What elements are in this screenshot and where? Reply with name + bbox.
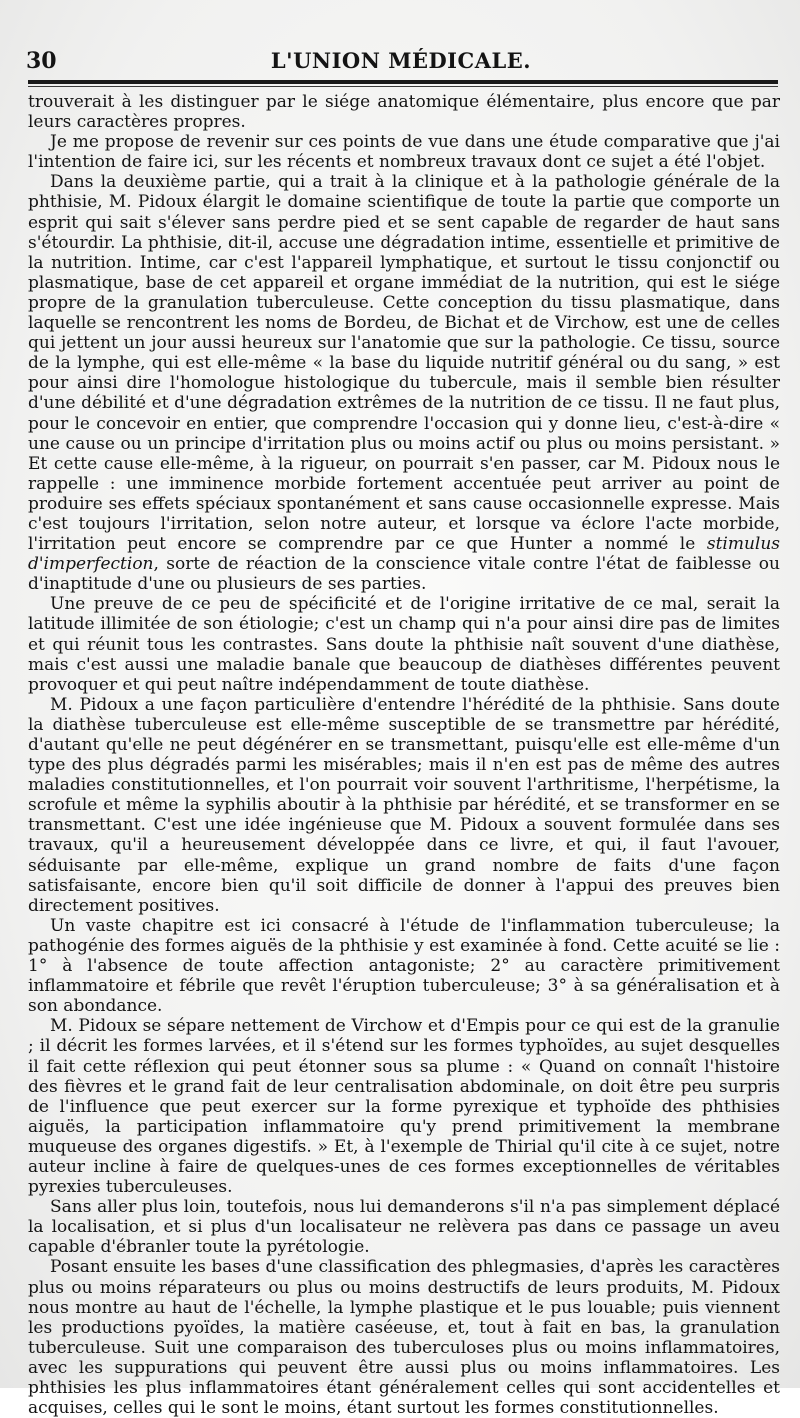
paragraph: M. Pidoux a une façon particulière d'entendre l'hérédité de la phthisie. Sans doute la diathèse tuberculeuse est elle-même susceptible de se transmettre par hérédité, d'autant qu'elle ne peut dégénérer en se transmettant, puisqu'elle est elle-même d'un type des plus dégradés parmi les misérables; mais il n'en est pas de même des autres maladies constitutionnelles, et l'on pourrait voir souvent l'arthritisme, l'herpétisme, la scrofule et même la syphilis aboutir à la phthisie par hérédité, et se transformer en se transmettant. C'est une idée ingénieuse que M. Pidoux a souvent formulée dans ses travaux, qu'il a heureusement développée dans ce livre, et qui, il faut l'avouer, séduisante par elle-même, explique un grand nombre de faits d'une façon satisfaisante, encore bien qu'il soit difficile de donner à l'appui des preuves bien directement positives.: [28, 694, 780, 916]
paragraph: Je me propose de revenir sur ces points de vue dans une étude comparative que j'ai l'intention de faire ici, sur les récents et nombreux travaux dont ce sujet a été l'objet.: [28, 132, 780, 173]
page-header: [26, 46, 776, 80]
paragraph: M. Pidoux se sépare nettement de Virchow et d'Empis pour ce qui est de la granulie ; il décrit les formes larvées, et il s'étend sur les formes typhoïdes, au sujet desquelles il fait cette réflexion qui peut étonner sous sa plume : « Quand on connaît l'histoire des fièvres et le grand fait de leur centralisation abdominale, on doit être peu surpris de l'influence que peut exercer sur la forme pyrexique et typhoïde des phthisies aiguës, la participation inflammatoire qu'y prend primitivement la membrane muqueuse des organes digestifs. » Et, à l'exemple de Thirial qu'il cite à ce sujet, notre auteur incline à faire de quelques-unes de ces formes exceptionnelles de véritables pyrexies tuberculeuses.: [28, 1016, 780, 1198]
page-number: 30: [26, 48, 57, 74]
paragraph: Posant ensuite les bases d'une classification des phlegmasies, d'après les caractères plus ou moins réparateurs ou plus ou moins destructifs de leurs produits, M. Pidoux nous montre au haut de l'échelle, la lymphe plastique et le pus louable; puis viennent les productions pyoïdes, la matière caséeuse, et, tout à fait en bas, la granulation tuberculeuse. Suit une comparaison des tuberculoses plus ou moins inflammatoires, avec les suppurations qui peuvent être aussi plus ou moins inflammatoires. Les phthisies les plus inflammatoires étant généralement celles qui sont accidentelles et acquises, celles qui le sont le moins, étant surtout les formes constitutionnelles.: [28, 1257, 780, 1418]
paragraph: Sans aller plus loin, toutefois, nous lui demanderons s'il n'a pas simplement déplacé la localisation, et si plus d'un localisateur ne relèvera pas dans ce passage un aveu capable d'ébranler toute la pyrétologie.: [28, 1197, 780, 1258]
header-rule-thin: [28, 86, 778, 87]
running-title: L'UNION MÉDICALE.: [270, 48, 532, 73]
paragraph: Un vaste chapitre est ici consacré à l'étude de l'inflammation tuberculeuse; la pathogénie des formes aiguës de la phthisie y est examinée à fond. Cette acuité se lie : 1° à l'absence de toute affection antagoniste; 2° au caractère primitivement inflammatoire et fébrile que revêt l'éruption tuberculeuse; 3° à sa généralisation et à son abondance.: [28, 915, 780, 1017]
paragraph: trouverait à les distinguer par le siége anatomique élémentaire, plus encore que par leurs caractères propres.: [28, 92, 780, 133]
paragraph-text-continued: , sorte de réaction de la conscience vitale contre l'état de faiblesse ou d'inaptitude d'une ou plusieurs de ses parties.: [28, 554, 780, 595]
paragraph: [28, 172, 780, 594]
emphasized-term: stimulus d'imperfection: [28, 534, 781, 575]
header-rule: [28, 80, 778, 84]
article-body: [28, 92, 781, 1418]
paragraph-text: Dans la deuxième partie, qui a trait à la clinique et à la pathologie générale de la phthisie, M. Pidoux élargit le domaine scientifique de toute la partie que comporte un esprit qui sait s'élever sans perdre pied et se sent capable de regarder de haut sans s'étourdir. La phthisie, dit-il, accuse une dégradation intime, essentielle et primitive de la nutrition. Intime, car c'est l'appareil lymphatique, et surtout le tissu conjonctif ou plasmatique, base de cet appareil et organe immédiat de la nutrition, qui est le siége propre de la granulation tuberculeuse. Cette conception du tissu plasmatique, dans laquelle se rencontrent les noms de Bordeu, de Bichat et de Virchow, est une de celles qui jettent un jour aussi heureux sur l'anatomie que sur la pathologie. Ce tissu, source de la lymphe, qui est elle-même « la base du liquide nutritif général ou du sang, » est pour ainsi dire l'homologue histologique du tubercule, mais il semble bien résulter d'une débilité et d'une dégradation extrêmes de la nutrition de ce tissu. Il ne faut plus, pour le concevoir en entier, que comprendre l'occasion qui y donne lieu, c'est-à-dire « une cause ou un principe d'irritation plus ou moins actif ou plus ou moins persistant. » Et cette cause elle-même, à la rigueur, on pourrait s'en passer, car M. Pidoux nous le rappelle : une imminence morbide fortement accentuée peut arriver au point de produire ses effets spéciaux spontanément et sans cause occasionnelle expresse. Mais c'est toujours l'irritation, selon notre auteur, et lorsque va éclore l'acte morbide, l'irritation peut encore se comprendre par ce que Hunter a nommé le: [28, 172, 780, 555]
paragraph: Une preuve de ce peu de spécificité et de l'origine irritative de ce mal, serait la latitude illimitée de son étiologie; c'est un champ qui n'a pour ainsi dire pas de limites et qui réunit tous les contrastes. Sans doute la phthisie naît souvent d'une diathèse, mais c'est aussi une maladie banale que beaucoup de diathèses différentes peuvent provoquer et qui peut naître indépendamment de toute diathèse.: [28, 594, 780, 695]
